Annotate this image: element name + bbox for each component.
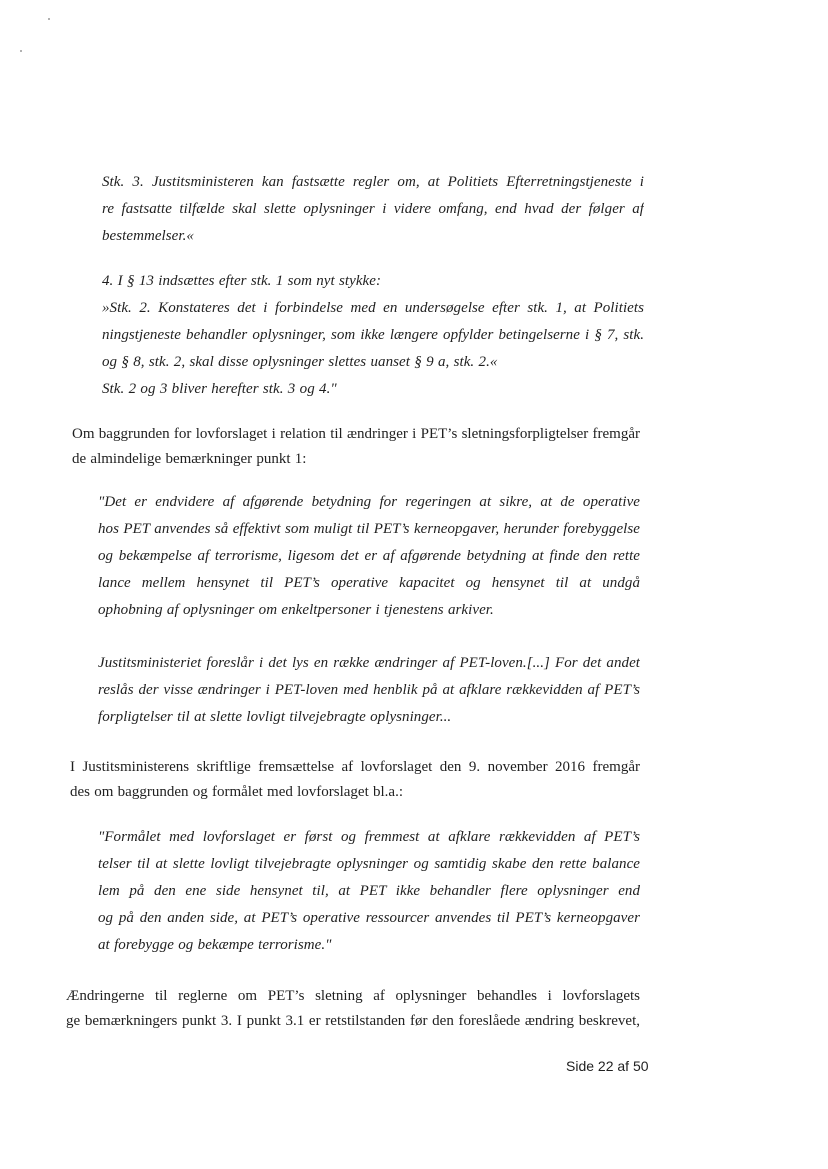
text-line: telser til at slette lovligt tilvejebragte oplysninger og samtidig skabe den rette balance [98, 856, 640, 872]
text-line: I Justitsministerens skriftlige fremsættelse af lovforslaget den 9. november 2016 fremgår [70, 759, 640, 775]
intro-paragraph-2 [70, 755, 640, 805]
text-line: 4. I § 13 indsættes efter stk. 1 som nyt stykke: [102, 273, 382, 289]
text-line: og på den anden side, at PET’s operative ressourcer anvendes til PET’s kerneopgaver [98, 910, 640, 926]
text-line: des om baggrunden og formålet med lovforslaget bl.a.: [70, 784, 403, 800]
amendment-4-quote [102, 268, 644, 403]
remarks-quote-1 [98, 489, 640, 624]
text-line: ophobning af oplysninger om enkeltpersoner i tjenestens arkiver. [98, 602, 494, 618]
text-line: lance mellem hensynet til PET’s operative kapacitet og hensynet til at undgå [98, 575, 640, 591]
scan-speck [48, 18, 50, 20]
text-line: "Det er endvidere af afgørende betydning for regeringen at sikre, at de operative [98, 494, 640, 510]
text-line: Justitsministeriet foreslår i det lys en række ændringer af PET-loven.[...] For det andet [98, 655, 640, 671]
stk3-quote [102, 169, 644, 250]
intro-paragraph-1 [72, 422, 640, 472]
text-line: lem på den ene side hensynet til, at PET ikke behandler flere oplysninger end [98, 883, 640, 899]
text-line: at forebygge og bekæmpe terrorisme." [98, 937, 332, 953]
remarks-quote-2 [98, 650, 640, 731]
text-line: ningstjeneste behandler oplysninger, som ikke længere opfylder betingelserne i § 7, stk. [102, 327, 644, 343]
presentation-quote [98, 824, 640, 959]
page-number: Side 22 af 50 [566, 1058, 649, 1074]
text-line: forpligtelser til at slette lovligt tilvejebragte oplysninger... [98, 709, 452, 725]
body-paragraph-3 [66, 984, 640, 1034]
text-line: de almindelige bemærkninger punkt 1: [72, 451, 307, 467]
text-line: Ændringerne til reglerne om PET’s sletning af oplysninger behandles i lovforslagets [66, 988, 640, 1004]
text-line: hos PET anvendes så effektivt som muligt til PET’s kerneopgaver, herunder forebyggelse [98, 521, 640, 537]
text-line: bestemmelser.« [102, 228, 194, 244]
scan-speck [20, 50, 22, 52]
text-line: reslås der visse ændringer i PET-loven med henblik på at afklare rækkevidden af PET’s [98, 682, 640, 698]
text-line: "Formålet med lovforslaget er først og fremmest at afklare rækkevidden af PET’s [98, 829, 640, 845]
text-line: Om baggrunden for lovforslaget i relation til ændringer i PET’s sletningsforpligtelser fremgår [72, 426, 640, 442]
text-line: »Stk. 2. Konstateres det i forbindelse med en undersøgelse efter stk. 1, at Politiets [102, 300, 644, 316]
text-line: Stk. 3. Justitsministeren kan fastsætte regler om, at Politiets Efterretningstjeneste i [102, 174, 644, 190]
text-line: og § 8, stk. 2, skal disse oplysninger slettes uanset § 9 a, stk. 2.« [102, 354, 498, 370]
text-line: ge bemærkningers punkt 3. I punkt 3.1 er retstilstanden før den foreslåede ændring beskrevet, [66, 1013, 640, 1029]
text-line: Stk. 2 og 3 bliver herefter stk. 3 og 4." [102, 381, 337, 397]
text-line: re fastsatte tilfælde skal slette oplysninger i videre omfang, end hvad der følger af [102, 201, 644, 217]
text-line: og bekæmpelse af terrorisme, ligesom det er af afgørende betydning at finde den rette [98, 548, 640, 564]
